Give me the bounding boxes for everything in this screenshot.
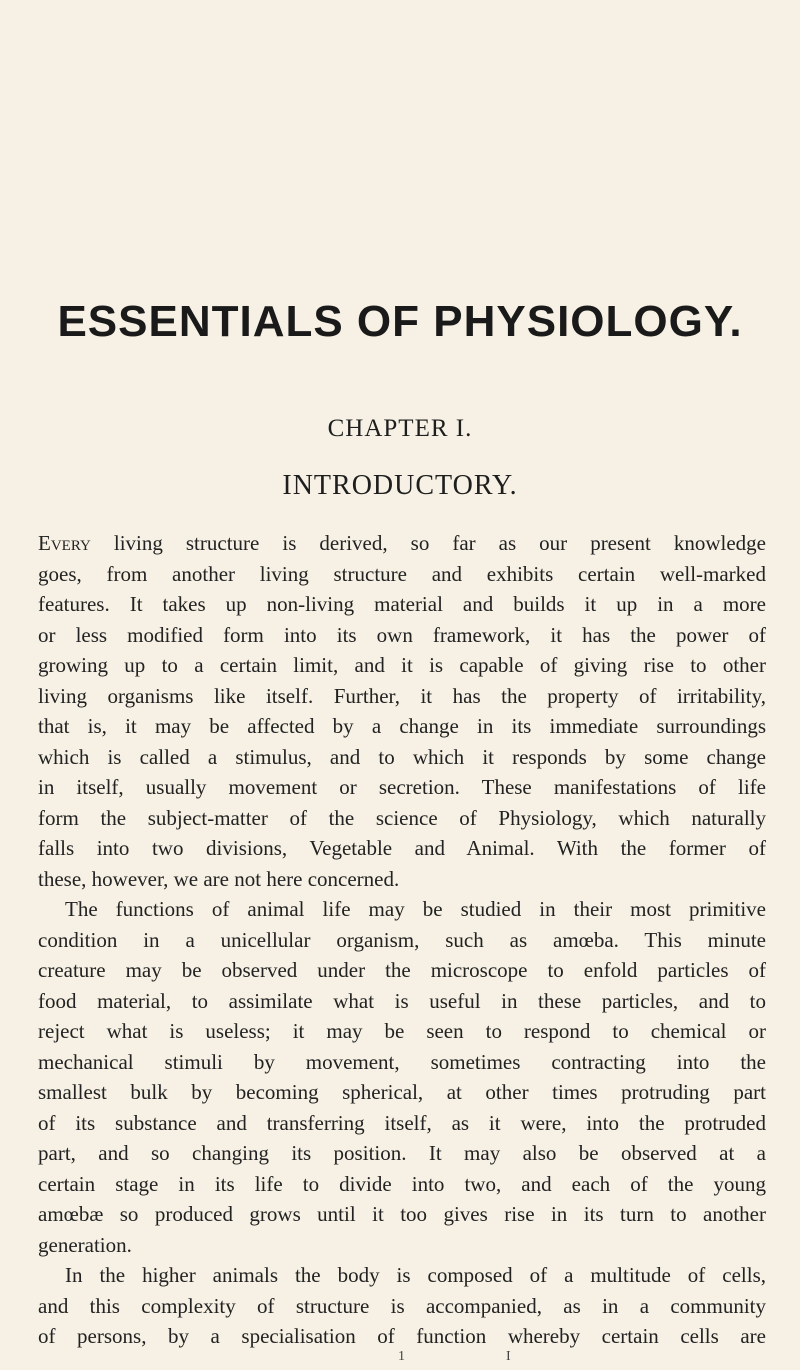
text-line: amœbæ so produced grows until it too gives rise in its turn to another <box>38 1202 766 1226</box>
text-line: goes, from another living structure and exhibits certain well-marked <box>38 561 766 586</box>
text-line: food material, to assimilate what is useful in these particles, and to <box>38 988 766 1013</box>
text-line: part, and so changing its position. It may also be observed at a <box>38 1141 766 1165</box>
text-line: of its substance and transferring itself, as it were, into the protruded <box>38 1110 766 1135</box>
text-line: generation. <box>38 1232 132 1257</box>
text-line: In the higher animals the body is composed of a multitude of cells, <box>65 1263 766 1287</box>
text-line: of persons, by a specialisation of function whereby certain cells are <box>38 1324 766 1348</box>
text-line: reject what is useless; it may be seen to respond to chemical or <box>38 1019 766 1043</box>
text-line: growing up to a certain limit, and it is capable of giving rise to other <box>38 653 766 677</box>
signature-mark: I <box>506 1349 511 1364</box>
text-line: features. It takes up non-living material and builds it up in a more <box>38 592 766 616</box>
text-line: creature may be observed under the microscope to enfold particles of <box>38 958 766 982</box>
body-text <box>38 528 766 1352</box>
text-line: falls into two divisions, Vegetable and Animal. With the former of <box>38 836 766 860</box>
text-line: or less modified form into its own framework, it has the power of <box>38 622 766 647</box>
text-line: mechanical stimuli by movement, sometimes contracting into the <box>38 1049 766 1074</box>
drop-word: Every <box>38 531 91 555</box>
text-line: The functions of animal life may be studied in their most primitive <box>65 897 766 921</box>
text-line: in itself, usually movement or secretion. These manifestations of life <box>38 775 766 799</box>
text-line: smallest bulk by becoming spherical, at other times protruding part <box>38 1080 766 1104</box>
text-line: these, however, we are not here concerned. <box>38 866 400 891</box>
text-line: and this complexity of structure is accompanied, as in a community <box>38 1293 766 1318</box>
text-line: condition in a unicellular organism, such as amœba. This minute <box>38 927 766 952</box>
text-line: living organisms like itself. Further, it has the property of irritability, <box>38 683 766 708</box>
chapter-title: INTRODUCTORY. <box>282 470 518 501</box>
text-line: which is called a stimulus, and to which it responds by some change <box>38 744 766 769</box>
chapter-number: CHAPTER I. <box>327 415 473 442</box>
text-line: Every living structure is derived, so far as our present knowledge <box>38 531 766 555</box>
book-title: ESSENTIALS OF PHYSIOLOGY. <box>57 297 743 346</box>
text-line: form the subject-matter of the science of Physiology, which naturally <box>38 805 766 830</box>
signature-mark: 1 <box>398 1349 405 1364</box>
text-line: that is, it may be affected by a change in its immediate surroundings <box>38 714 766 738</box>
text-line: certain stage in its life to divide into two, and each of the young <box>38 1171 766 1196</box>
